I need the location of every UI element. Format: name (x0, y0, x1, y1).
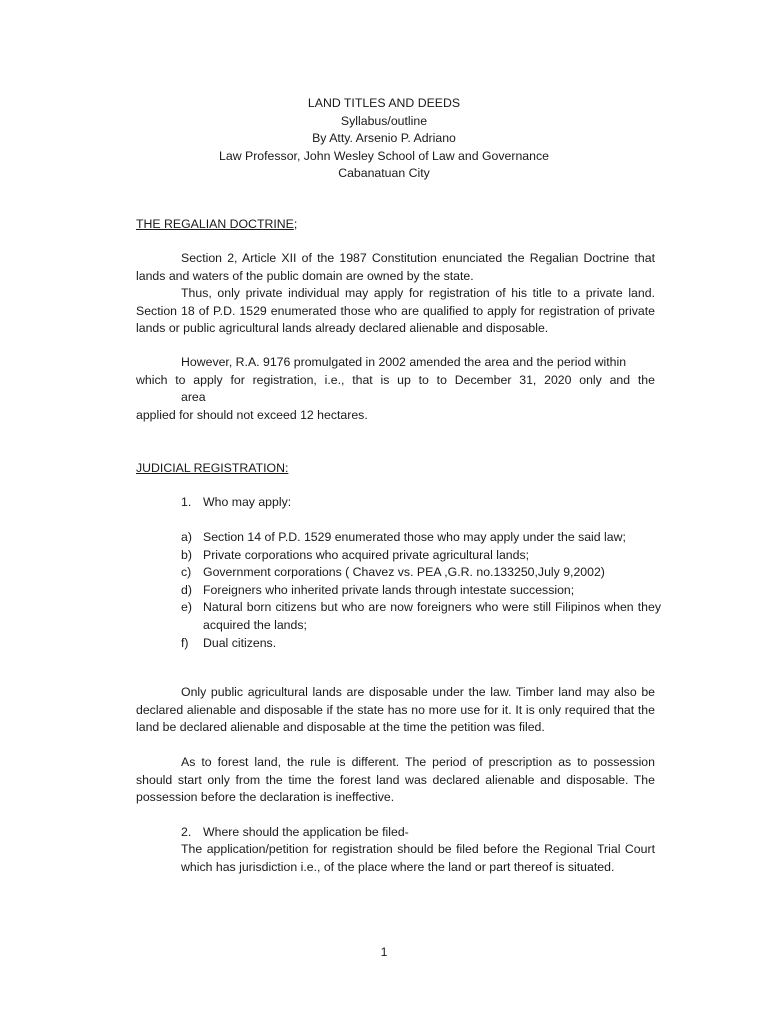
list-marker: b) (181, 547, 192, 562)
question-1-number: 1. (181, 495, 192, 509)
public-lands-paragraph: Only public agricultural lands are disposable under the law. Timber land may also be declared alienable and disposable if the state has no more use for it. It is only required that the land be declared alienable and disposable at the time the petition was filed. (136, 685, 655, 734)
section-heading-judicial (136, 460, 655, 478)
judicial-heading-text: JUDICIAL REGISTRATION: (136, 461, 289, 475)
document-subtitle: Syllabus/outline (340, 113, 428, 128)
regalian-p3-line-2: which to apply for registration, i.e., that is up to to December 31, 2020 only and the (136, 372, 655, 387)
regalian-heading-suffix: ; (293, 217, 298, 231)
applicant-list (181, 529, 661, 652)
list-item (181, 547, 661, 565)
document-title: LAND TITLES AND DEEDS (307, 96, 461, 110)
regalian-paragraph-1: Section 2, Article XII of the 1987 Constitution enunciated the Regalian Doctrine that lands and waters of the public domain are owned by the state. (136, 251, 655, 283)
author-position: Law Professor, John Wesley School of Law and Governance (219, 148, 549, 163)
question-2-number: 2. (181, 825, 192, 839)
list-item-text: Natural born citizens but who are now foreigners who were still Filipinos when they acquired the lands; (203, 600, 661, 632)
regalian-p3-line-1: However, R.A. 9176 promulgated in 2002 amended the area and the period within (181, 355, 627, 369)
regalian-paragraph-3 (136, 354, 655, 424)
author-city: Cabanatuan City (338, 166, 430, 181)
list-item-text: Section 14 of P.D. 1529 enumerated those who may apply under the said law; (203, 530, 626, 544)
question-2-text: Where should the application be filed- (203, 825, 409, 839)
list-marker: e) (181, 600, 192, 615)
document-author: By Atty. Arsenio P. Adriano (312, 131, 456, 146)
list-item-text: Private corporations who acquired private agricultural lands; (203, 547, 530, 562)
section-heading-regalian (136, 216, 655, 234)
list-marker: f) (181, 635, 189, 650)
question-1-text: Who may apply: (203, 495, 292, 509)
page-number: 1 (380, 945, 388, 959)
regalian-heading-text: THE REGALIAN DOCTRINE (136, 217, 294, 231)
question-1 (181, 494, 661, 512)
list-item-text: Foreigners who inherited private lands through intestate succession; (203, 582, 575, 597)
list-item-text: Dual citizens. (203, 635, 277, 650)
question-2-answer: The application/petition for registration should be filed before the Regional Trial Court which has jurisdiction i.e., of the place where the land or part thereof is situated. (181, 842, 655, 874)
list-item (181, 582, 661, 600)
document-header (0, 95, 768, 183)
list-item (181, 564, 661, 582)
list-item (181, 529, 661, 547)
list-marker: d) (181, 582, 192, 597)
list-marker: c) (181, 565, 192, 580)
forest-land-paragraph: As to forest land, the rule is different. The period of prescription as to possession should start only from the time the forest land was declared alienable and disposable. The possession before the declaration is ineffective. (136, 755, 655, 804)
list-item (181, 599, 661, 634)
regalian-p3-line-3: area (181, 390, 206, 404)
regalian-paragraph-2: Thus, only private individual may apply for registration of his title to a private land. Section 18 of P.D. 1529 enumerated those who are qualified to apply for registration of private lands or public agricultural lands already declared alienable and disposable. (136, 286, 655, 335)
list-marker: a) (181, 530, 192, 544)
list-item (181, 635, 661, 653)
question-2 (181, 824, 661, 842)
regalian-p3-line-4: applied for should not exceed 12 hectares. (136, 407, 368, 422)
list-item-text: Government corporations ( Chavez vs. PEA ,G.R. no.133250,July 9,2002) (203, 565, 605, 580)
